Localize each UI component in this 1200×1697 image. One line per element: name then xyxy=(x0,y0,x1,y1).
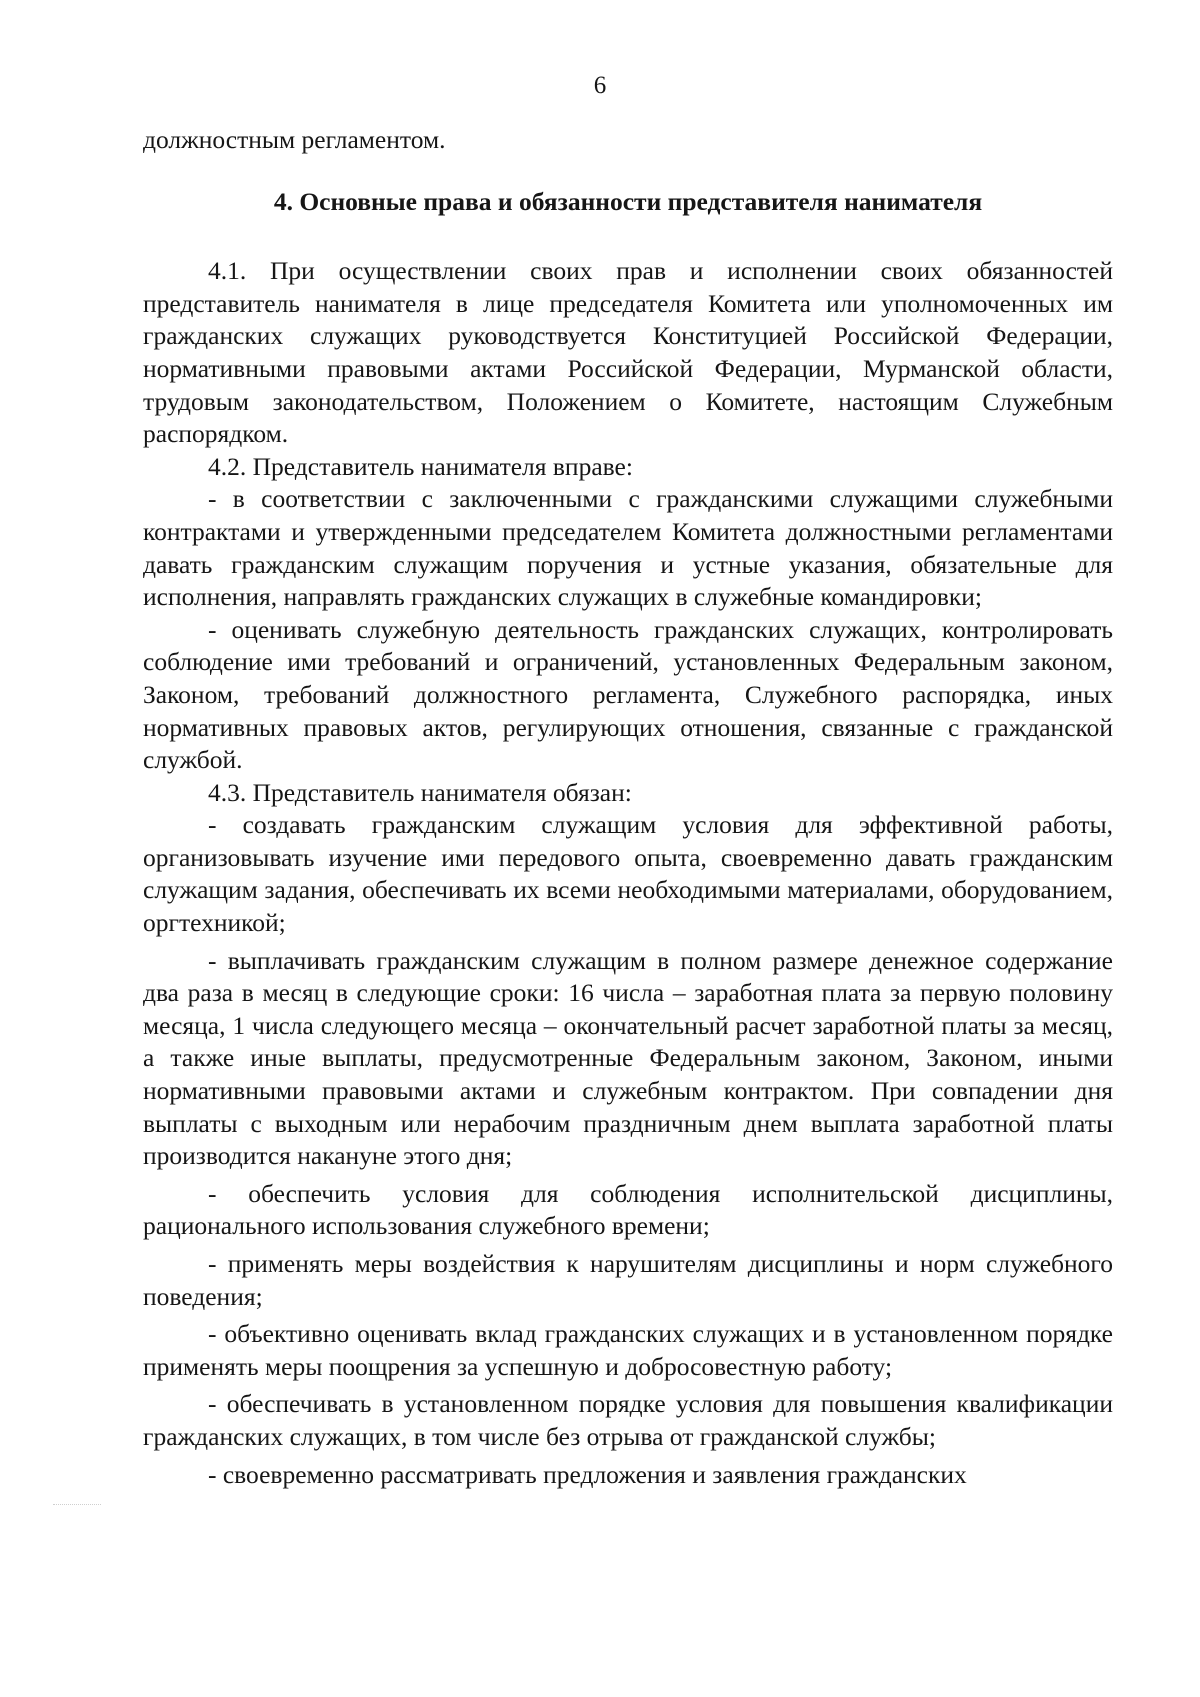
list-item-duties-5: - объективно оценивать вклад гражданских служащих и в установленном порядке применять меры поощрения за успешную и добросовестную работу; xyxy=(143,1319,1113,1381)
paragraph-4-1: 4.1. При осуществлении своих прав и исполнении своих обязанностей представитель нанимателя в лице председателя Комитета или уполномоченных им гражданских служащих руководствуется Конституцией Российской Федерации, нормативными правовыми актами Российской Федерации, Мурманской области, трудовым законодательством, Положением о Комитете, настоящим Служебным распорядком. xyxy=(143,256,1113,449)
scan-noise-mark xyxy=(53,1504,101,1508)
list-item-duties-7: - своевременно рассматривать предложения и заявления гражданских xyxy=(208,1459,967,1489)
page-number: 6 xyxy=(593,72,607,99)
list-item-duties-6: - обеспечивать в установленном порядке условия для повышения квалификации гражданских служащих, в том числе без отрыва от гражданской службы; xyxy=(143,1389,1113,1451)
list-item-duties-4: - применять меры воздействия к нарушителям дисциплины и норм служебного поведения; xyxy=(143,1249,1113,1311)
list-item-rights-1: - в соответствии с заключенными с гражданскими служащими служебными контрактами и утвержденными председателем Комитета должностными регламентами давать гражданским служащим поручения и устные указания, обязательные для исполнения, направлять гражданских служащих в служебные командировки; xyxy=(143,484,1113,612)
document-body xyxy=(143,124,1113,1491)
list-item-duties-3: - обеспечить условия для соблюдения исполнительской дисциплины, рационального использования служебного времени; xyxy=(143,1178,1113,1241)
continuation-paragraph: должностным регламентом. xyxy=(143,125,446,154)
list-item-duties-1: - создавать гражданским служащим условия для эффективной работы, организовывать изучение ими передового опыта, своевременно давать гражданским служащим задания, обеспечивать их всеми необходимыми материалами, оборудованием, оргтехникой; xyxy=(143,810,1113,938)
section-heading: 4. Основные права и обязанности представителя нанимателя xyxy=(273,186,983,216)
paragraph-4-3: 4.3. Представитель нанимателя обязан: xyxy=(208,777,632,807)
list-item-rights-2: - оценивать служебную деятельность гражданских служащих, контролировать соблюдение ими требований и ограничений, установленных Федеральным законом, Законом, требований должностного регламента, Служебного распорядка, иных нормативных правовых актов, регулирующих отношения, связанные с гражданской службой. xyxy=(143,614,1113,775)
list-item-duties-2: - выплачивать гражданским служащим в полном размере денежное содержание два раза в месяц в следующие сроки: 16 числа – заработная плата за первую половину месяца, 1 числа следующего месяца – окончательный расчет заработной платы за месяц, а также иные выплаты, предусмотренные Федеральным законом, Законом, иными нормативными правовыми актами и служебным контрактом. При совпадении дня выплаты с выходным или нерабочим праздничным днем выплата заработной платы производится накануне этого дня; xyxy=(143,945,1113,1171)
paragraph-4-2: 4.2. Представитель нанимателя вправе: xyxy=(208,451,633,481)
